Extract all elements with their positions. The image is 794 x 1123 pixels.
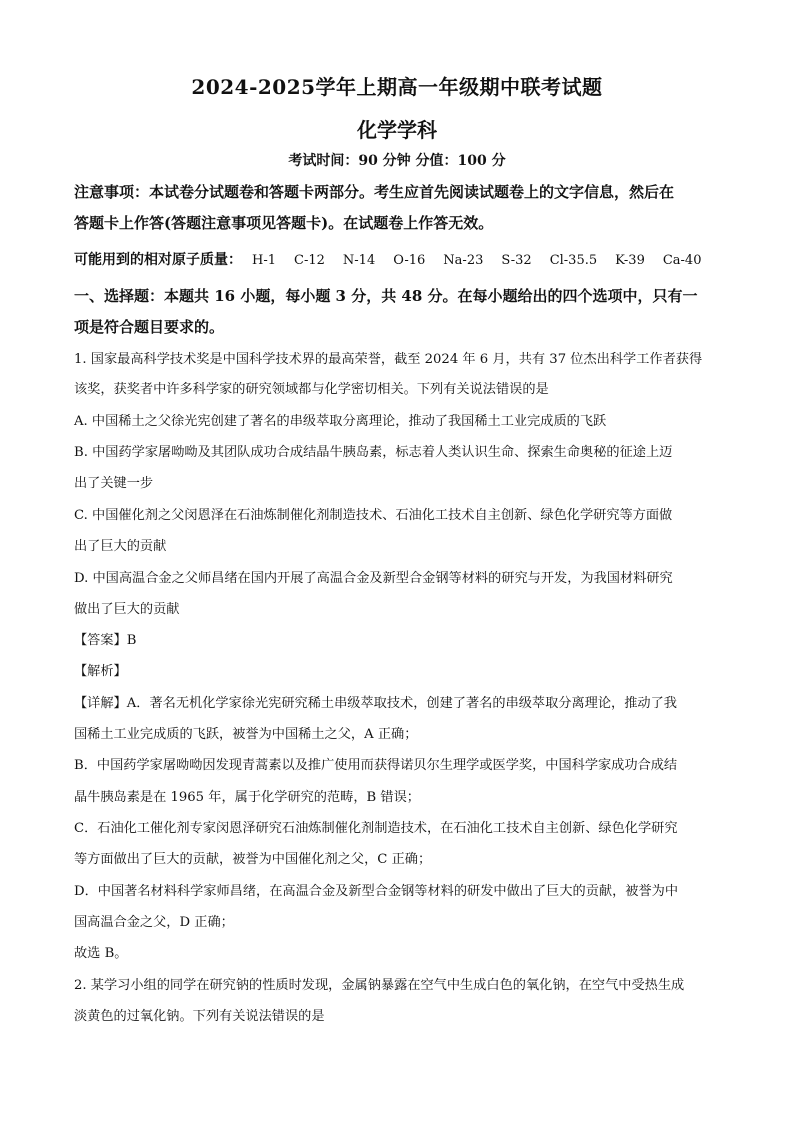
- q1-option-b-line-2: 出了关键一步: [74, 476, 154, 491]
- atomic-mass-item: S-32: [501, 253, 532, 268]
- atomic-mass-item: Ca-40: [662, 253, 702, 268]
- q1-option-d-line-1: D. 中国高温合金之父师昌绪在国内开展了高温合金及新型合金钢等材料的研究与开发，为我国材料研究: [74, 571, 673, 586]
- atomic-mass-item: K-39: [615, 253, 645, 268]
- q1-detail-line-2: 国稀土工业完成质的飞跃，被誉为中国稀土之父，A 正确；: [74, 727, 418, 742]
- q1-answer: 【答案】B: [74, 633, 137, 648]
- section-heading-line-2: 项是符合题目要求的。: [74, 318, 225, 336]
- q1-option-a: A. 中国稀土之父徐光宪创建了著名的串级萃取分离理论，推动了我国稀土工业完成质的飞跃: [74, 414, 607, 429]
- q1-option-c-line-2: 出了巨大的贡献: [74, 539, 167, 554]
- subject-title: 化学学科: [357, 118, 437, 142]
- q1-detail-line-8: 国高温合金之父，D 正确；: [74, 915, 234, 930]
- q1-option-d-line-2: 做出了巨大的贡献: [74, 602, 180, 617]
- atomic-mass-item: O-16: [393, 253, 426, 268]
- q1-detail-line-7: D．中国著名材料科学家师昌绪，在高温合金及新型合金钢等材料的研发中做出了巨大的贡献，被誉为中: [74, 884, 679, 899]
- q1-detail-line-1: 【详解】A．著名无机化学家徐光宪研究稀土串级萃取技术，创建了著名的串级萃取分离理论，推动了我: [74, 696, 677, 711]
- exam-title: 2024-2025学年上期高一年级期中联考试题: [191, 75, 603, 99]
- q1-detail-line-3: B．中国药学家屠呦呦因发现青蒿素以及推广使用而获得诺贝尔生理学或医学奖，中国科学家成功合成结: [74, 758, 678, 773]
- atomic-mass-item: Na-23: [443, 253, 484, 268]
- q1-detail-line-4: 晶牛胰岛素是在 1965 年，属于化学研究的范畴，B 错误；: [74, 790, 420, 805]
- exam-info: 考试时间：90 分钟 分值：100 分: [288, 153, 506, 169]
- atomic-masses-label: 可能用到的相对原子质量：: [74, 252, 242, 268]
- atomic-mass-item: Cl-35.5: [549, 253, 598, 268]
- q2-stem-line-2: 淡黄色的过氧化钠。下列有关说法错误的是: [74, 1009, 325, 1024]
- q1-option-c-line-1: C. 中国催化剂之父闵恩泽在石油炼制催化剂制造技术、石油化工技术自主创新、绿色化学研究等方面做: [74, 508, 673, 523]
- atomic-mass-item: N-14: [342, 253, 376, 268]
- notice-line-2: 答题卡上作答(答题注意事项见答题卡)。在试题卷上作答无效。: [74, 214, 494, 232]
- q1-option-b-line-1: B. 中国药学家屠呦呦及其团队成功合成结晶牛胰岛素，标志着人类认识生命、探索生命奥秘的征途上迈: [74, 445, 673, 460]
- q1-analysis-label: 【解析】: [74, 664, 127, 679]
- q1-detail-line-5: C．石油化工催化剂专家闵恩泽研究石油炼制催化剂制造技术，在石油化工技术自主创新、绿色化学研究: [74, 821, 678, 836]
- q1-conclusion: 故选 B。: [74, 946, 128, 961]
- notice-line-1: 注意事项：本试卷分试题卷和答题卡两部分。考生应首先阅读试题卷上的文字信息，然后在: [74, 183, 675, 201]
- atomic-masses: [74, 249, 719, 269]
- q1-stem-line-1: 1. 国家最高科学技术奖是中国科学技术界的最高荣誉，截至 2024 年 6 月，共有 37 位杰出科学工作者获得: [74, 352, 703, 367]
- q1-stem-line-2: 该奖，获奖者中许多科学家的研究领域都与化学密切相关。下列有关说法错误的是: [74, 382, 549, 397]
- atomic-mass-item: C-12: [294, 253, 325, 268]
- atomic-mass-item: H-1: [252, 253, 277, 268]
- q1-detail-line-6: 等方面做出了巨大的贡献，被誉为中国催化剂之父，C 正确；: [74, 852, 432, 867]
- section-heading-line-1: 一、选择题：本题共 16 小题，每小题 3 分，共 48 分。在每小题给出的四个选项中，只有一: [74, 287, 698, 305]
- q2-stem-line-1: 2. 某学习小组的同学在研究钠的性质时发现，金属钠暴露在空气中生成白色的氧化钠，在空气中受热生成: [74, 978, 685, 993]
